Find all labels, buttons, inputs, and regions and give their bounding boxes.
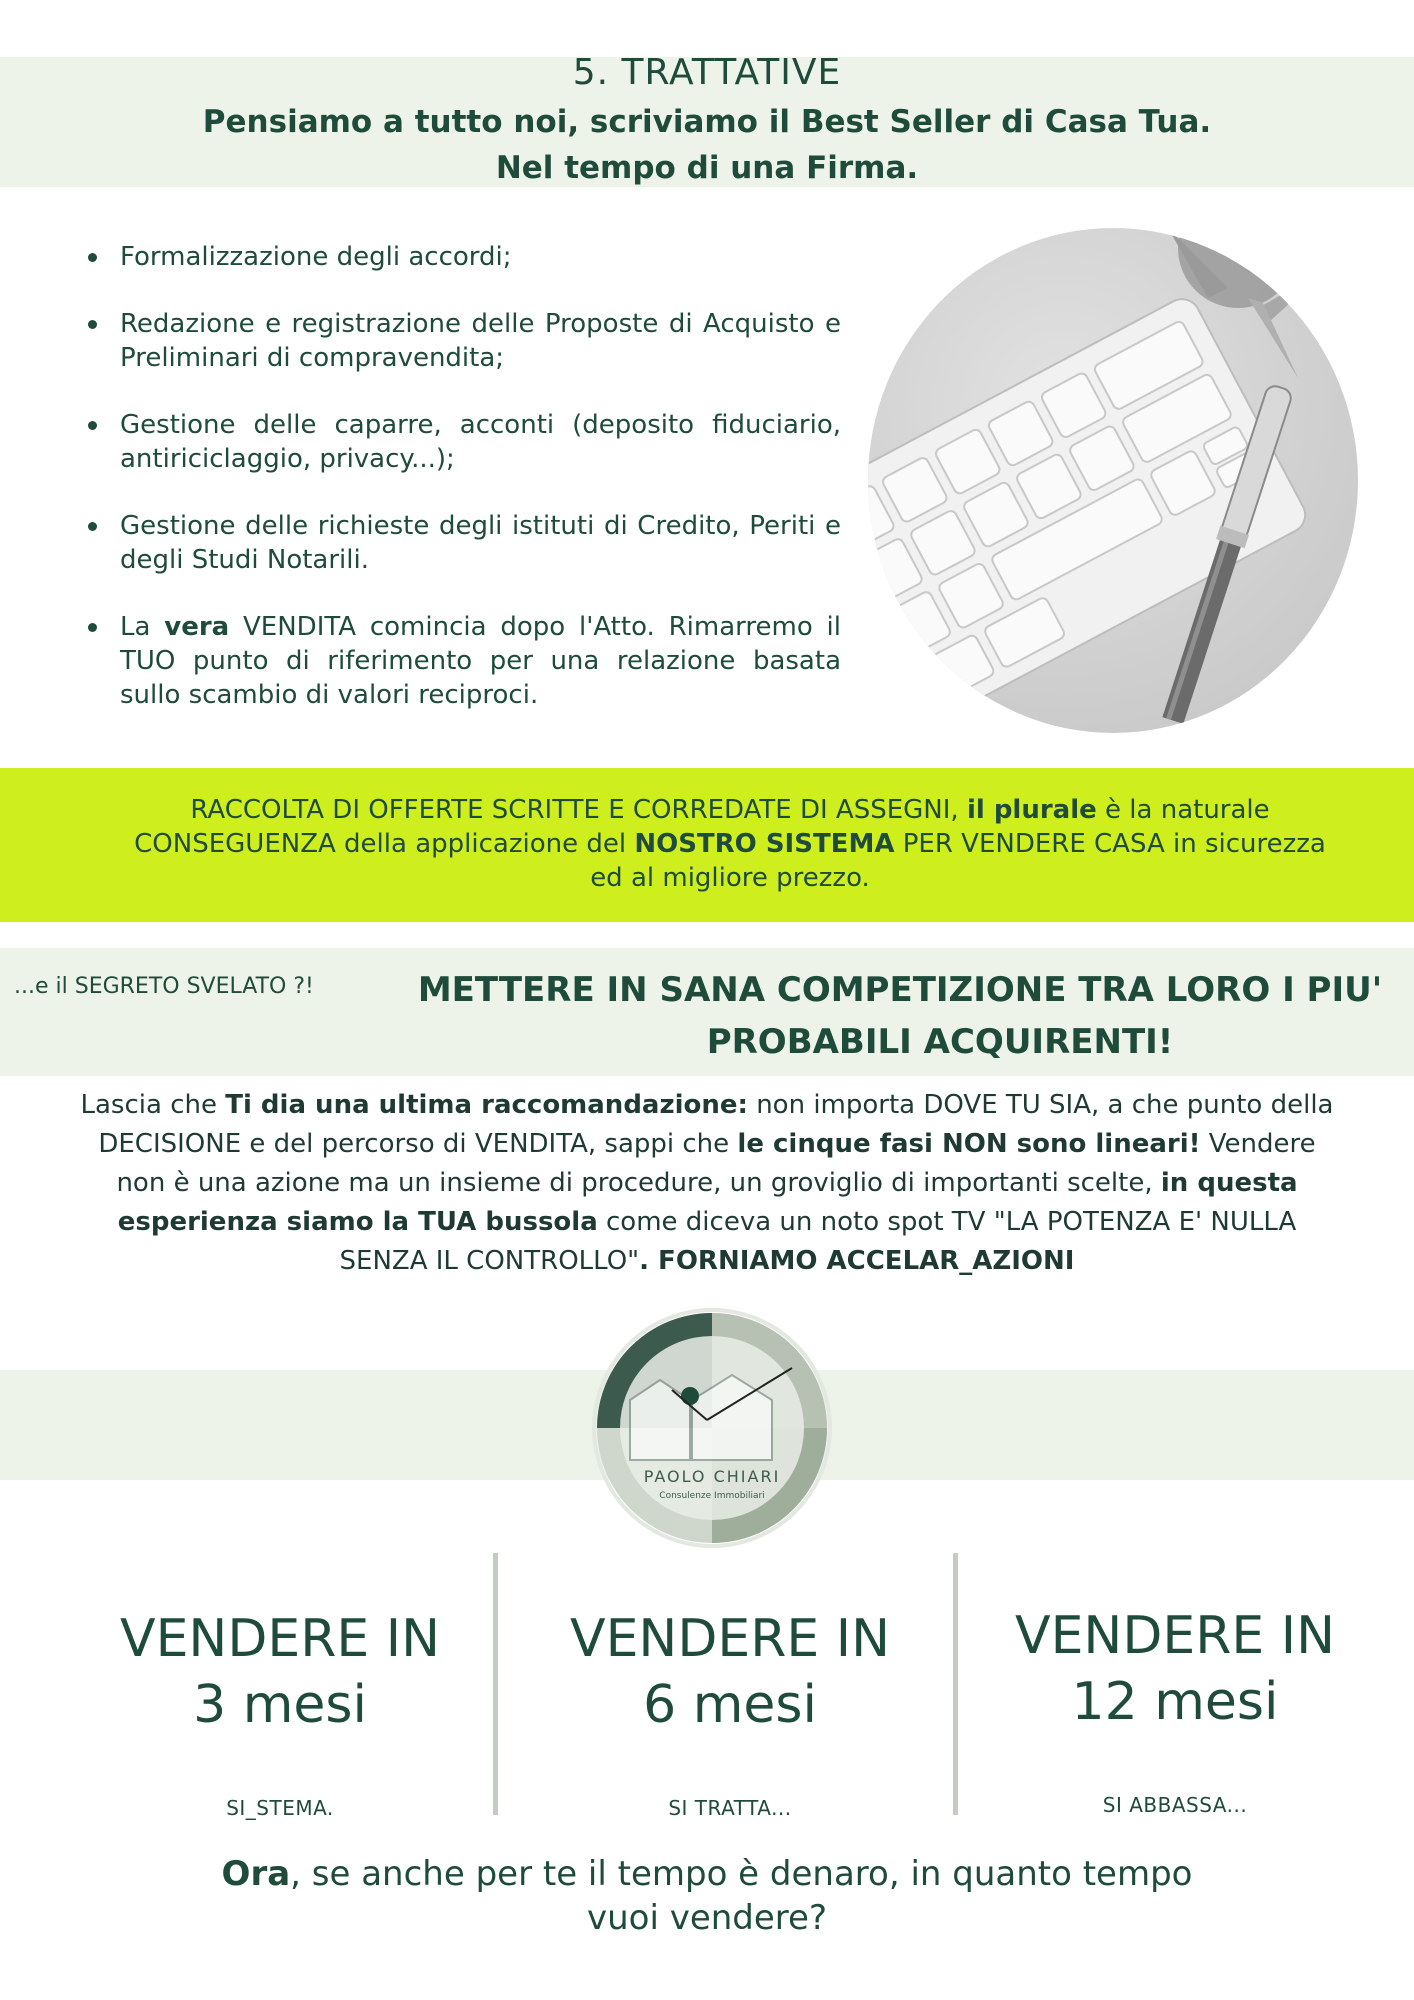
option-heading: VENDERE IN <box>1015 1606 1335 1666</box>
subtitle-line-2: Nel tempo di una Firma. <box>495 150 919 186</box>
offers-text <box>130 793 1330 895</box>
closing-bold: Ora <box>221 1854 291 1894</box>
advice-bold-3: in questa esperienza siamo la TUA bussola <box>117 1168 1298 1237</box>
option-period: 6 mesi <box>643 1675 817 1735</box>
offers-text-part3: PER VENDERE CASA in sicurezza ed al migliore prezzo. <box>590 829 1326 893</box>
logo-name: PAOLO CHIARI <box>643 1467 781 1486</box>
advice-bold-4: . FORNIAMO ACCELAR_AZIONI <box>639 1246 1075 1276</box>
advice-bold-1: Ti dia una ultima raccomandazione: <box>225 1090 748 1120</box>
advice-text-2: non importa DOVE TU SIA, a che punto della DECISIONE e del percorso di VENDITA, sappi che <box>98 1090 1334 1159</box>
closing-line-1 <box>0 1852 1414 1896</box>
bullet-icon <box>88 421 97 430</box>
list-item <box>85 240 841 274</box>
option-caption: SI ABBASSA... <box>1102 1793 1248 1817</box>
logo-graphic <box>552 1300 862 1560</box>
closing-line-2: vuoi vendere? <box>586 1898 827 1938</box>
option-caption: SI_STEMA. <box>226 1796 334 1820</box>
services-list <box>85 240 841 745</box>
option-heading: VENDERE IN <box>120 1609 440 1669</box>
logo-tagline: Consulenze Immobiliari <box>659 1491 765 1501</box>
offers-text-bold2: NOSTRO SISTEMA <box>634 829 895 859</box>
option-6-months <box>530 1606 930 1820</box>
advice-text-3: Vendere non è una azione ma un insieme di procedure, un groviglio di importanti scelte, <box>116 1129 1316 1198</box>
option-heading: VENDERE IN <box>570 1609 890 1669</box>
option-12-months <box>975 1603 1375 1817</box>
advice-text-4: come diceva un noto spot TV "LA POTENZA E' NULLA SENZA IL CONTROLLO" <box>339 1207 1297 1276</box>
bullet-icon <box>88 522 97 531</box>
column-divider <box>493 1553 498 1815</box>
company-logo <box>552 1300 862 1560</box>
advice-bold-2: le cinque fasi NON sono lineari! <box>737 1129 1201 1159</box>
bullet-icon <box>88 253 97 262</box>
closing-question <box>0 1852 1414 1940</box>
list-item <box>85 408 841 476</box>
advice-paragraph <box>80 1086 1334 1281</box>
secret-headline-line1: METTERE IN SANA COMPETIZIONE TRA LORO I PIU' <box>417 970 1383 1010</box>
list-item-text: Gestione delle caparre, acconti (deposito fiduciario, antiriciclaggio, privacy...); <box>120 410 841 474</box>
list-item <box>85 509 841 577</box>
offers-text-bold1: il plurale <box>966 795 1097 825</box>
secret-headline-line2: PROBABILI ACQUIRENTI! <box>706 1022 1174 1062</box>
option-period: 12 mesi <box>1071 1672 1279 1732</box>
list-item <box>85 610 841 712</box>
column-divider <box>953 1553 958 1815</box>
keyboard-pen-photo <box>868 228 1358 733</box>
list-item-bold: vera <box>164 612 230 642</box>
list-item-text: Gestione delle richieste degli istituti di Credito, Periti e degli Studi Notarili. <box>120 511 841 575</box>
offers-text-part2: è la naturale CONSEGUENZA della applicazione del <box>134 795 1270 859</box>
bullet-icon <box>88 623 97 632</box>
secret-lead: ...e il SEGRETO SVELATO ?! <box>14 974 314 999</box>
keyboard-illustration <box>868 228 1358 733</box>
secret-headline <box>400 964 1400 1068</box>
offers-text-part1: RACCOLTA DI OFFERTE SCRITTE E CORREDATE DI ASSEGNI, <box>190 795 967 825</box>
option-3-months <box>80 1606 480 1820</box>
advice-text-1: Lascia che <box>80 1090 226 1120</box>
closing-line-1-rest: , se anche per te il tempo è denaro, in quanto tempo <box>290 1854 1193 1894</box>
list-item-text: Redazione e registrazione delle Proposte di Acquisto e Preliminari di compravendita; <box>120 309 841 373</box>
option-period: 3 mesi <box>193 1675 367 1735</box>
list-item-pre: La <box>120 612 165 642</box>
subtitle-line-1: Pensiamo a tutto noi, scriviamo il Best Seller di Casa Tua. <box>202 104 1212 140</box>
list-item-post: VENDITA comincia dopo l'Atto. Rimarremo il TUO punto di riferimento per una relazione basata sullo scambio di valori reciproci. <box>120 612 841 710</box>
option-caption: SI TRATTA... <box>668 1796 792 1820</box>
list-item <box>85 307 841 375</box>
list-item-text: Formalizzazione degli accordi; <box>120 242 512 272</box>
section-title: 5. TRATTATIVE <box>572 52 842 93</box>
bullet-icon <box>88 320 97 329</box>
